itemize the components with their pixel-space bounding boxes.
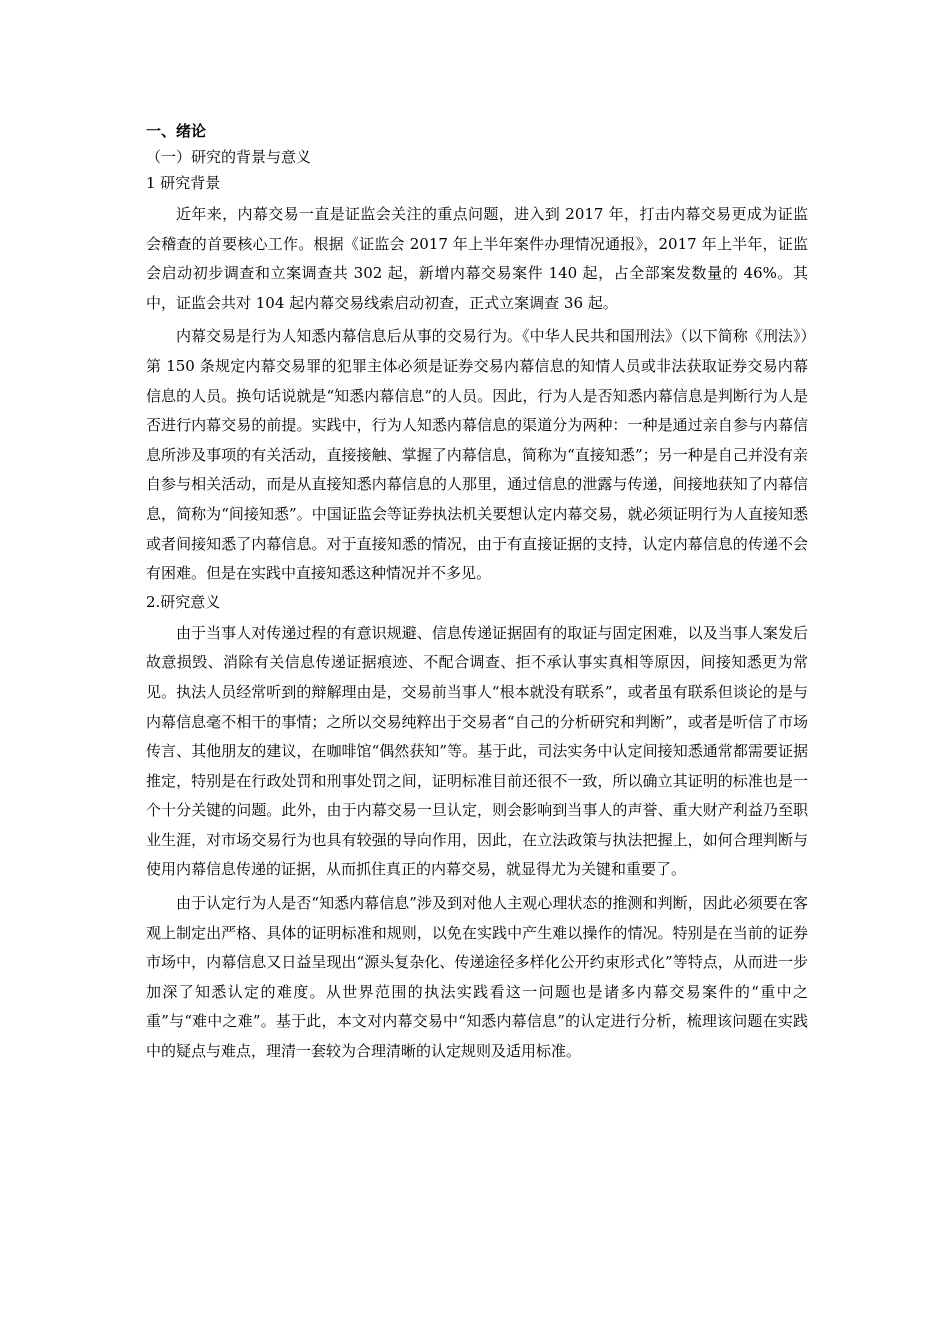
paragraph-significance-2: 由于认定行为人是否“知悉内幕信息”涉及到对他人主观心理状态的推测和判断，因此必须要在客观上制定出严格、具体的证明标准和规则，以免在实践中产生难以操作的情况。特别是在当前的证券市场中，内幕信息又日益呈现出“源头复杂化、传递途径多样化公开约束形式化”等特点，从而进一步加深了知悉认定的难度。从世界范围的执法实践看这一问题也是诸多内幕交易案件的“重中之重”与“难中之难”。基于此，本文对内幕交易中“知悉内幕信息”的认定进行分析，梳理该问题在实践中的疑点与难点，理清一套较为合理清晰的认定规则及适用标准。 bbox=[146, 894, 808, 1061]
paragraph-significance-1: 由于当事人对传递过程的有意识规避、信息传递证据固有的取证与固定困难，以及当事人案发后故意损毁、消除有关信息传递证据痕迹、不配合调查、拒不承认事实真相等原因，间接知悉更为常见。执法人员经常听到的辩解理由是，交易前当事人“根本就没有联系”，或者虽有联系但谈论的是与内幕信息毫不相干的事情；之所以交易纯粹出于交易者“自己的分析研究和判断”，或者是听信了市场传言、其他朋友的建议，在咖啡馆“偶然获知”等。基于此，司法实务中认定间接知悉通常都需要证据推定，特别是在行政处罚和刑事处罚之间，证明标准目前还很不一致，所以确立其证明的标准也是一个十分关键的问题。此外，由于内幕交易一旦认定，则会影响到当事人的声誉、重大财产利益乃至职业生涯，对市场交易行为也具有较强的导向作用，因此，在立法政策与执法把握上，如何合理判断与使用内幕信息传递的证据，从而抓住真正的内幕交易，就显得尤为关键和重要了。 bbox=[146, 623, 808, 879]
document-page bbox=[146, 118, 808, 1067]
subsection-heading-significance: 2.研究意义 bbox=[146, 592, 221, 611]
subsection-heading-background: 1 研究背景 bbox=[146, 174, 221, 192]
paragraph-background-1: 近年来，内幕交易一直是证监会关注的重点问题，进入到 2017 年，打击内幕交易更成为证监会稽查的首要核心工作。根据《证监会 2017 年上半年案件办理情况通报》，2017 年上半年，证监会启动初步调查和立案调查共 302 起，新增内幕交易案件 140 起，占全部案发数量的 46%。其中，证监会共对 104 起内幕交易线索启动初查，正式立案调查 36 起。 bbox=[146, 205, 808, 312]
chapter-heading: 一、绪论 bbox=[146, 122, 207, 140]
section-heading: （一）研究的背景与意义 bbox=[146, 148, 312, 166]
paragraph-background-2: 内幕交易是行为人知悉内幕信息后从事的交易行为。《中华人民共和国刑法》（以下简称《刑法》）第 150 条规定内幕交易罪的犯罪主体必须是证券交易内幕信息的知情人员或非法获取证券交易内幕信息的人员。换句话说就是“知悉内幕信息”的人员。因此，行为人是否知悉内幕信息是判断行为人是否进行内幕交易的前提。实践中，行为人知悉内幕信息的渠道分为两种：一种是通过亲自参与内幕信息所涉及事项的有关活动，直接接触、掌握了内幕信息，简称为“直接知悉”；另一种是自己并没有亲自参与相关活动，而是从直接知悉内幕信息的人那里，通过信息的泄露与传递，间接地获知了内幕信息，简称为“间接知悉”。中国证监会等证券执法机关要想认定内幕交易，就必须证明行为人直接知悉或者间接知悉了内幕信息。对于直接知悉的情况，由于有直接证据的支持，认定内幕信息的传递不会有困难。但是在实践中直接知悉这种情况并不多见。 bbox=[146, 327, 808, 583]
